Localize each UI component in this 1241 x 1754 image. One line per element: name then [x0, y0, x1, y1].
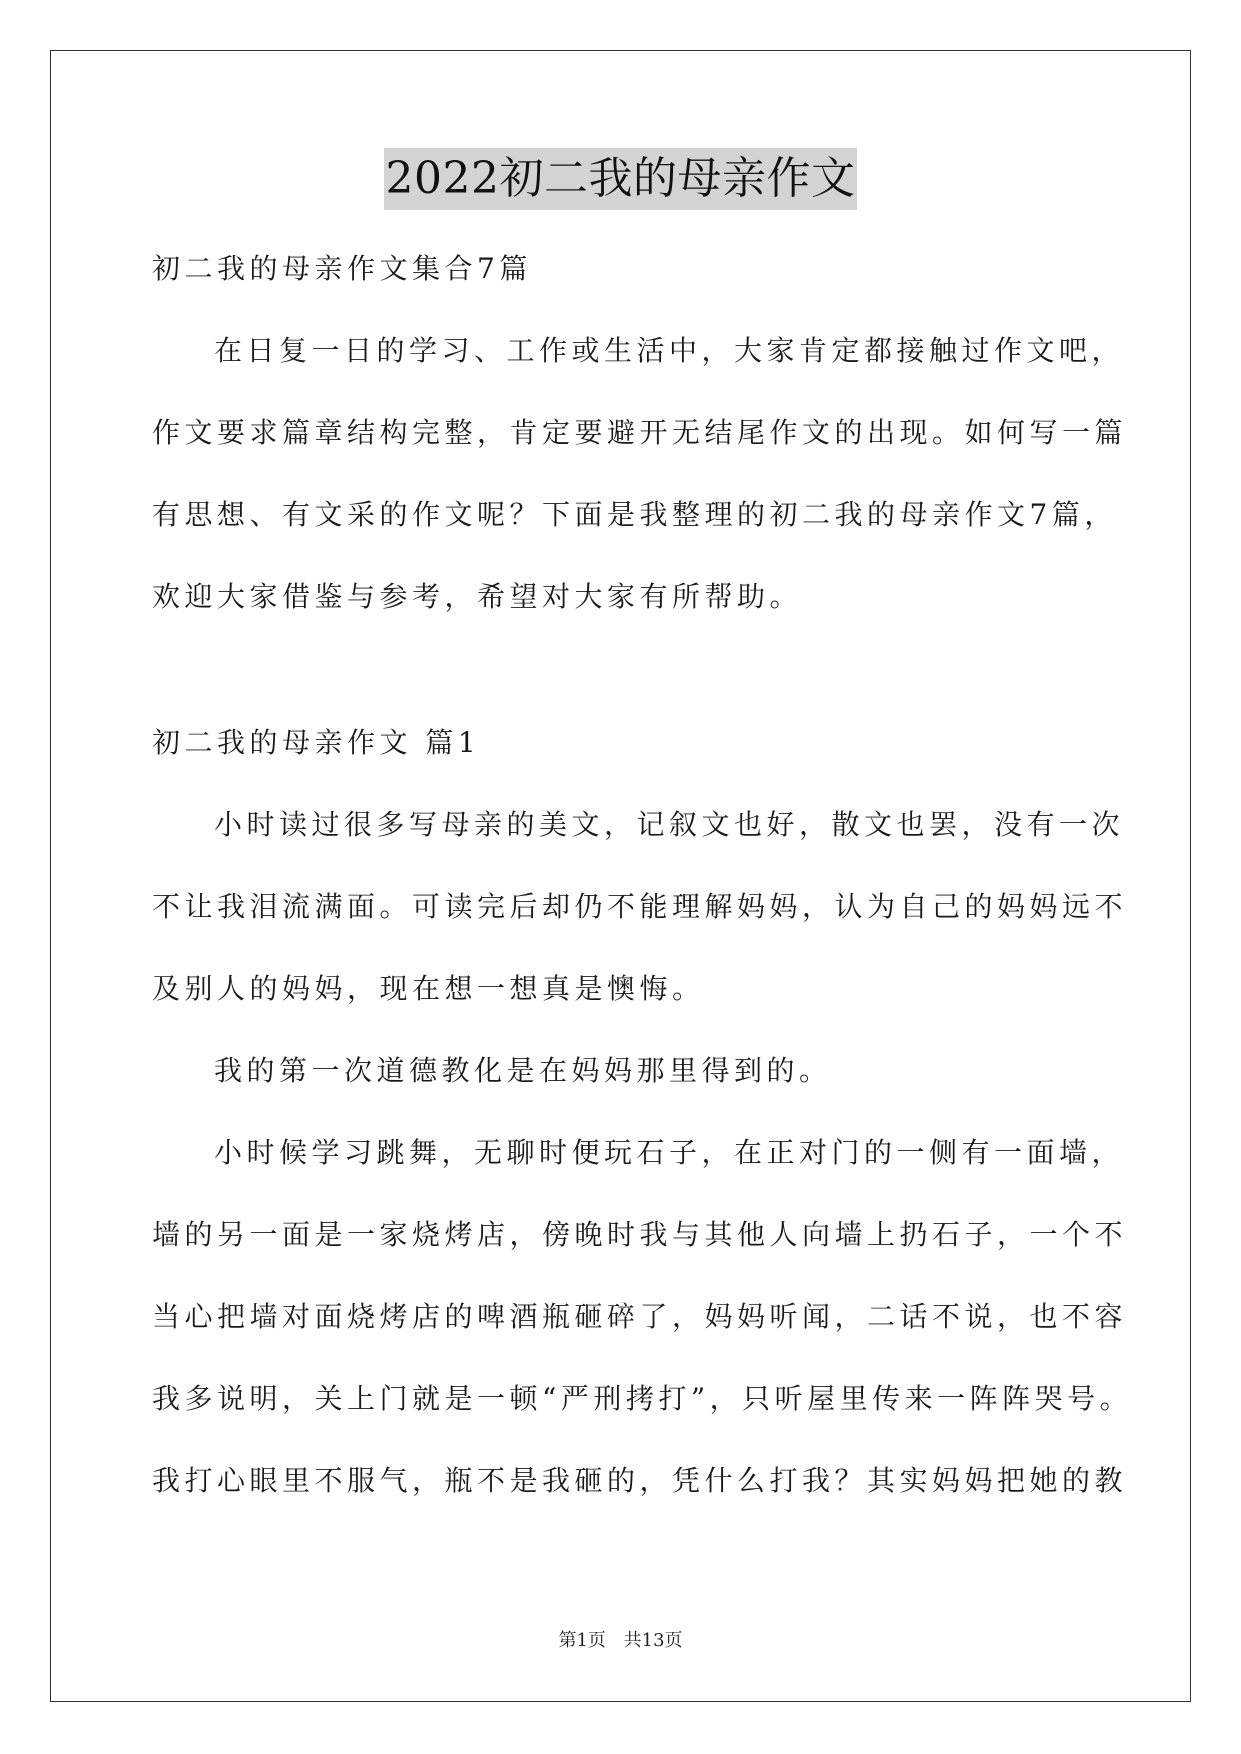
paragraph-line: 小时候学习跳舞，无聊时便玩石子，在正对门的一侧有一面墙， [214, 1136, 1125, 1169]
paragraph-line: 我的第一次道德教化是在妈妈那里得到的。 [214, 1054, 832, 1087]
intro-line: 有思想、有文采的作文呢？下面是我整理的初二我的母亲作文7篇， [152, 498, 1117, 531]
paragraph-line: 我多说明，关上门就是一顿“严刑拷打”，只听屋里传来一阵阵哭号。 [152, 1382, 1133, 1415]
intro-line: 作文要求篇章结构完整，肯定要避开无结尾作文的出现。如何写一篇 [152, 416, 1128, 449]
document-title: 2022初二我的母亲作文 [384, 148, 858, 210]
subtitle: 初二我的母亲作文集合7篇 [152, 252, 532, 285]
intro-line: 在日复一日的学习、工作或生活中，大家肯定都接触过作文吧， [214, 334, 1125, 367]
paragraph-line: 当心把墙对面烧烤店的啤酒瓶砸碎了，妈妈听闻，二话不说，也不容 [152, 1300, 1128, 1333]
paragraph-line: 墙的另一面是一家烧烤店，傍晚时我与其他人向墙上扔石子，一个不 [152, 1218, 1128, 1251]
title-container [0, 148, 1241, 210]
document-body [152, 228, 1133, 1522]
page-footer [0, 1626, 1241, 1652]
paragraph-line: 我打心眼里不服气，瓶不是我砸的，凭什么打我？其实妈妈把她的教 [152, 1464, 1128, 1497]
page-number: 第1页 [558, 1630, 606, 1651]
paragraph-line: 不让我泪流满面。可读完后却仍不能理解妈妈，认为自己的妈妈远不 [152, 890, 1128, 923]
paragraph-line: 小时读过很多写母亲的美文，记叙文也好，散文也罢，没有一次 [214, 808, 1125, 841]
section-heading: 初二我的母亲作文 篇1 [152, 726, 481, 759]
intro-line: 欢迎大家借鉴与参考，希望对大家有所帮助。 [152, 580, 803, 613]
section-gap [152, 638, 1112, 702]
paragraph-line: 及别人的妈妈，现在想一想真是懊悔。 [152, 972, 705, 1005]
page-total: 共13页 [623, 1630, 683, 1651]
